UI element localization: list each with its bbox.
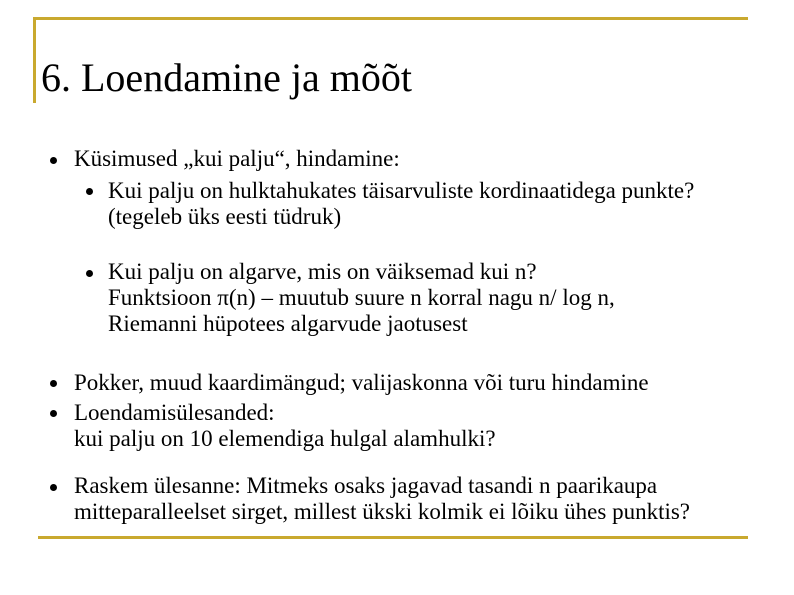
bullet-text-line: Küsimused „kui palju“, hindamine: <box>74 146 400 171</box>
bullet-text-line: mitteparalleelset sirget, millest ükski kolmik ei lõiku ühes punktis? <box>74 499 691 524</box>
frame-left-rule <box>33 17 36 103</box>
bullet-item-poker <box>74 370 649 396</box>
slide-title: 6. Loendamine ja mõõt <box>41 55 413 100</box>
bullet-text-line: Kui palju on algarve, mis on väiksemad kui n? <box>108 259 537 284</box>
bullet-dot-icon <box>50 380 57 387</box>
bullet-item-questions <box>74 146 400 172</box>
sub-bullet-dot-icon <box>86 270 93 277</box>
bullet-item-counting-problems <box>74 400 496 452</box>
bullet-dot-icon <box>50 157 57 164</box>
bullet-text-line: Funktsioon π(n) – muutub suure n korral nagu n/ log n, <box>108 285 615 310</box>
frame-top-rule <box>33 17 748 20</box>
frame-bottom-rule <box>38 536 748 539</box>
bullet-text-line: Loendamisülesanded: <box>74 400 275 425</box>
bullet-item-hard-problem <box>74 473 690 525</box>
bullet-text-line: kui palju on 10 elemendiga hulgal alamhulki? <box>74 426 496 451</box>
bullet-text-line: Pokker, muud kaardimängud; valijaskonna või turu hindamine <box>74 370 649 395</box>
bullet-dot-icon <box>50 410 57 417</box>
bullet-dot-icon <box>50 484 57 491</box>
sub-bullet-item-primes <box>108 259 615 337</box>
bullet-text-line: Kui palju on hulktahukates täisarvuliste kordinaatidega punkte? <box>108 178 695 203</box>
bullet-text-line: (tegeleb üks eesti tüdruk) <box>108 204 342 229</box>
bullet-text-line: Riemanni hüpotees algarvude jaotusest <box>108 311 468 336</box>
sub-bullet-dot-icon <box>86 188 93 195</box>
bullet-text-line: Raskem ülesanne: Mitmeks osaks jagavad tasandi n paarikaupa <box>74 473 658 498</box>
sub-bullet-item-polytopes <box>108 178 694 230</box>
